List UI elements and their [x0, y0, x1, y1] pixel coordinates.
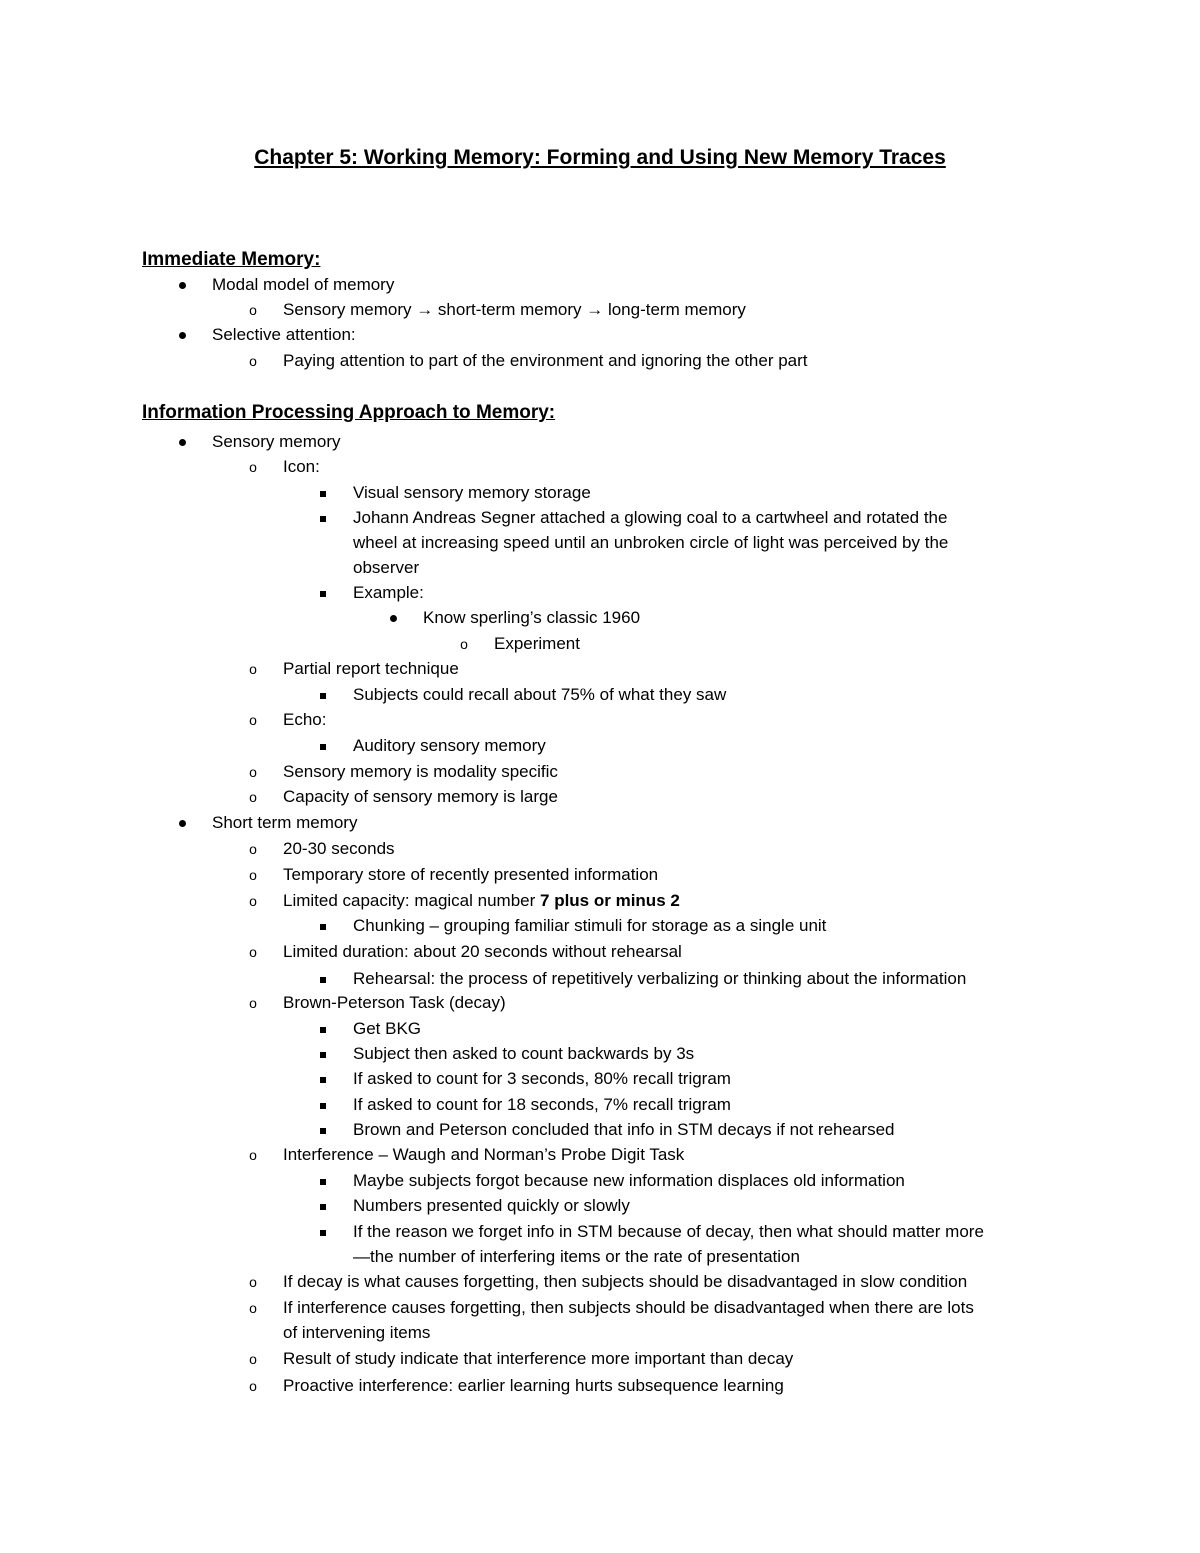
circle-bullet-icon	[243, 990, 263, 1016]
list-item: o Result of study indicate that interference more important than decay	[283, 1346, 793, 1371]
list-item: Brown and Peterson concluded that info in STM decays if not rehearsed	[353, 1117, 894, 1142]
circle-bullet-icon	[243, 1346, 263, 1372]
circle-bullet-icon	[243, 862, 263, 888]
square-bullet-icon	[313, 1016, 333, 1041]
square-bullet-icon	[313, 580, 333, 605]
circle-bullet-icon	[243, 784, 263, 810]
list-item: o Paying attention to part of the environment and ignoring the other part	[283, 348, 808, 373]
bullet-icon	[383, 605, 403, 630]
list-item: o Limited capacity: magical number 7 plus or minus 2	[283, 888, 680, 913]
list-item: o Sensory memory → short-term memory → long-term memory	[283, 297, 746, 322]
bullet-icon	[172, 322, 192, 347]
list-item: Selective attention:	[212, 322, 356, 347]
circle-bullet-icon	[243, 297, 263, 323]
list-item: Sensory memory	[212, 429, 340, 454]
list-item: Subject then asked to count backwards by 3s	[353, 1041, 694, 1066]
square-bullet-icon	[313, 1092, 333, 1117]
list-item: Chunking – grouping familiar stimuli for storage as a single unit	[353, 913, 826, 938]
circle-bullet-icon	[243, 454, 263, 480]
list-item: Subjects could recall about 75% of what they saw	[353, 682, 726, 707]
list-item: o Icon:	[283, 454, 320, 479]
list-item: If asked to count for 3 seconds, 80% recall trigram	[353, 1066, 731, 1091]
circle-bullet-icon	[243, 888, 263, 914]
section-heading-information-processing: Information Processing Approach to Memory:	[142, 402, 556, 423]
list-item-continuation: wheel at increasing speed until an unbroken circle of light was perceived by the	[353, 533, 949, 552]
list-item: Numbers presented quickly or slowly	[353, 1193, 630, 1218]
list-item: Get BKG	[353, 1016, 421, 1041]
list-item-continuation: —the number of interfering items or the rate of presentation	[353, 1247, 800, 1266]
list-item: Rehearsal: the process of repetitively verbalizing or thinking about the information	[353, 966, 966, 991]
list-item: If the reason we forget info in STM because of decay, then what should matter more	[353, 1219, 984, 1244]
square-bullet-icon	[313, 966, 333, 991]
circle-bullet-icon	[243, 1373, 263, 1399]
list-item: Know sperling’s classic 1960	[423, 605, 640, 630]
list-item: o Proactive interference: earlier learning hurts subsequence learning	[283, 1373, 784, 1398]
bullet-icon	[172, 810, 192, 835]
circle-bullet-icon	[243, 836, 263, 862]
circle-bullet-icon	[243, 1142, 263, 1168]
circle-bullet-icon	[243, 1295, 263, 1321]
bullet-icon	[172, 429, 192, 454]
circle-bullet-icon	[243, 759, 263, 785]
square-bullet-icon	[313, 1168, 333, 1193]
bullet-icon	[172, 272, 192, 297]
list-item: o If decay is what causes forgetting, then subjects should be disadvantaged in slow condition	[283, 1269, 967, 1294]
square-bullet-icon	[313, 1066, 333, 1091]
circle-bullet-icon	[454, 631, 474, 657]
list-item: o Limited duration: about 20 seconds without rehearsal	[283, 939, 682, 964]
page-title: Chapter 5: Working Memory: Forming and Using New Memory Traces	[254, 146, 946, 169]
circle-bullet-icon	[243, 348, 263, 374]
square-bullet-icon	[313, 1193, 333, 1218]
square-bullet-icon	[313, 505, 333, 530]
list-item: o Experiment	[494, 631, 580, 656]
circle-bullet-icon	[243, 707, 263, 733]
square-bullet-icon	[313, 913, 333, 938]
square-bullet-icon	[313, 733, 333, 758]
list-item: Short term memory	[212, 810, 357, 835]
list-item: Modal model of memory	[212, 272, 394, 297]
square-bullet-icon	[313, 1117, 333, 1142]
list-item: o 20-30 seconds	[283, 836, 395, 861]
list-item-continuation: observer	[353, 558, 420, 577]
circle-bullet-icon	[243, 939, 263, 965]
list-item: Auditory sensory memory	[353, 733, 546, 758]
list-item: Example:	[353, 580, 424, 605]
list-item: o Partial report technique	[283, 656, 459, 681]
list-item: Johann Andreas Segner attached a glowing coal to a cartwheel and rotated the	[353, 505, 947, 530]
square-bullet-icon	[313, 682, 333, 707]
list-item: o If interference causes forgetting, then subjects should be disadvantaged when there are lots	[283, 1295, 974, 1320]
list-item: o Interference – Waugh and Norman’s Probe Digit Task	[283, 1142, 684, 1167]
circle-bullet-icon	[243, 1269, 263, 1295]
list-item: o Sensory memory is modality specific	[283, 759, 558, 784]
list-item-continuation: of intervening items	[283, 1323, 431, 1342]
list-item: If asked to count for 18 seconds, 7% recall trigram	[353, 1092, 731, 1117]
section-heading-immediate-memory: Immediate Memory:	[142, 249, 321, 270]
list-item: Maybe subjects forgot because new information displaces old information	[353, 1168, 905, 1193]
list-item: o Echo:	[283, 707, 326, 732]
square-bullet-icon	[313, 480, 333, 505]
list-item: o Temporary store of recently presented information	[283, 862, 658, 887]
list-item: Visual sensory memory storage	[353, 480, 591, 505]
list-item: o Capacity of sensory memory is large	[283, 784, 558, 809]
square-bullet-icon	[313, 1219, 333, 1244]
circle-bullet-icon	[243, 656, 263, 682]
list-item: o Brown-Peterson Task (decay)	[283, 990, 506, 1015]
square-bullet-icon	[313, 1041, 333, 1066]
